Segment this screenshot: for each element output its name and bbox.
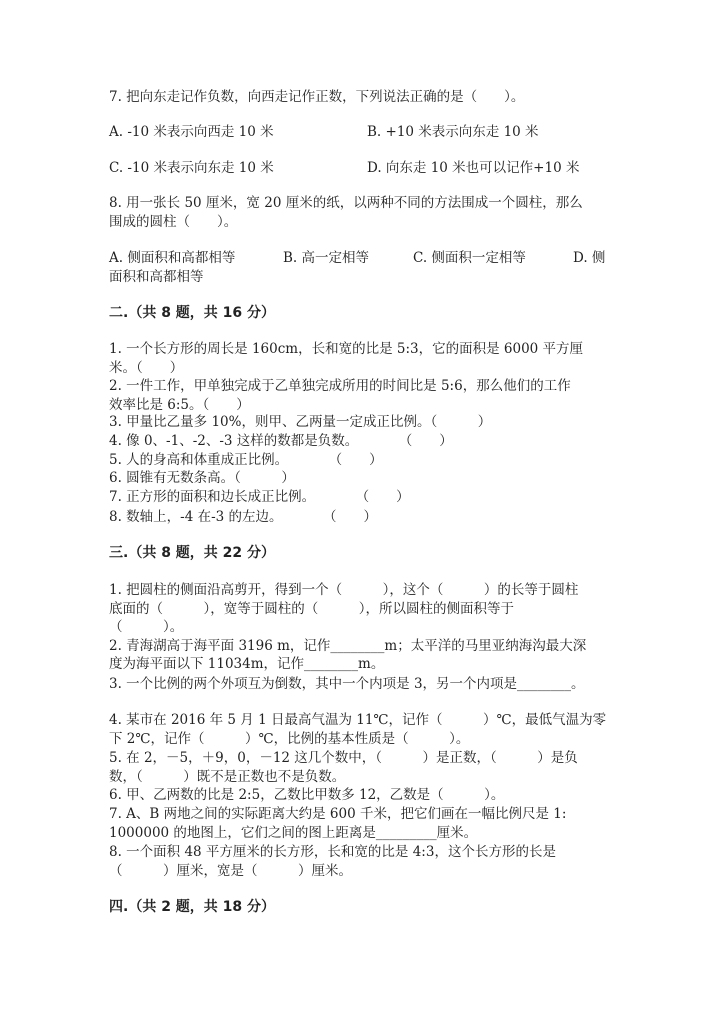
question-8-stem: 8. 用一张长 50 厘米，宽 20 厘米的纸，以两种不同的方法围成一个圆柱，那么 bbox=[109, 195, 583, 211]
s3-line: 度为海平面以下 11034m，记作________m。 bbox=[109, 656, 385, 672]
q7-option-a: A. -10 米表示向西走 10 米 bbox=[109, 124, 274, 140]
question-7-stem: 7. 把向东走记作负数，向西走记作正数，下列说法正确的是（ ）。 bbox=[109, 89, 525, 105]
q7-option-d: D. 向东走 10 米也可以记作+10 米 bbox=[367, 160, 580, 176]
s3-line: 底面的（ ），宽等于圆柱的（ ），所以圆柱的侧面积等于 bbox=[109, 601, 514, 617]
q8-option-a: A. 侧面积和高都相等 bbox=[109, 250, 236, 266]
q7-option-c: C. -10 米表示向东走 10 米 bbox=[109, 160, 274, 176]
s3-line: 数，（ ）既不是正数也不是负数。 bbox=[109, 769, 346, 785]
q8-option-d: D. 侧 bbox=[573, 250, 606, 266]
s3-line: 2. 青海湖高于海平面 3196 m，记作________m；太平洋的马里亚纳海沟最大深 bbox=[109, 638, 587, 654]
section-2-heading: 二.（共 8 题，共 16 分） bbox=[109, 305, 276, 321]
s3-line: 下 2℃，记作（ ）℃，比例的基本性质是（ ）。 bbox=[109, 731, 470, 747]
s2-line: 5. 人的身高和体重成正比例。 （ ） bbox=[109, 452, 383, 468]
s3-line: 8. 一个面积 48 平方厘米的长方形，长和宽的比是 4:3，这个长方形的长是 bbox=[109, 844, 556, 860]
s2-line: 4. 像 0、-1、-2、-3 这样的数都是负数。 （ ） bbox=[109, 433, 453, 449]
s3-line: （ ）厘米，宽是（ ）厘米。 bbox=[109, 863, 352, 879]
s2-line: 3. 甲量比乙量多 10%，则甲、乙两量一定成正比例。（ ） bbox=[109, 414, 492, 430]
s3-line: 1000000 的地图上，它们之间的图上距离是_________厘米。 bbox=[109, 825, 478, 841]
s2-line: 8. 数轴上，-4 在-3 的左边。 （ ） bbox=[109, 509, 378, 525]
s2-line: 6. 圆锥有无数条高。（ ） bbox=[109, 470, 295, 486]
section-3-heading: 三.（共 8 题，共 22 分） bbox=[109, 545, 276, 561]
section-4-heading: 四.（共 2 题，共 18 分） bbox=[109, 899, 276, 915]
s3-line: 6. 甲、乙两数的比是 2:5，乙数比甲数多 12，乙数是（ ）。 bbox=[109, 787, 505, 803]
q8-option-c: C. 侧面积一定相等 bbox=[413, 250, 526, 266]
s3-line: 7. A、B 两地之间的实际距离大约是 600 千米，把它们画在一幅比例尺是 1: bbox=[109, 806, 567, 822]
s2-line: 效率比是 6:5。（ ） bbox=[109, 397, 250, 413]
q8-option-d-cont: 面积和高都相等 bbox=[109, 269, 204, 285]
s2-line: 2. 一件工作，甲单独完成于乙单独完成所用的时间比是 5:6，那么他们的工作 bbox=[109, 378, 571, 394]
s2-line: 7. 正方形的面积和边长成正比例。 （ ） bbox=[109, 489, 410, 505]
s3-line: 1. 把圆柱的侧面沿高剪开，得到一个（ ），这个（ ）的长等于圆柱 bbox=[109, 582, 579, 598]
s3-line: （ ）。 bbox=[109, 619, 184, 635]
question-8-stem: 围成的圆柱（ ）。 bbox=[109, 214, 238, 230]
q7-option-b: B. +10 米表示向东走 10 米 bbox=[367, 124, 539, 140]
s3-line: 3. 一个比例的两个外项互为倒数，其中一个内项是 3，另一个内项是________。 bbox=[109, 676, 585, 692]
s2-line: 米。（ ） bbox=[109, 360, 184, 376]
s3-line: 4. 某市在 2016 年 5 月 1 日最高气温为 11℃，记作（ ）℃，最低气温为零 bbox=[109, 712, 607, 728]
s2-line: 1. 一个长方形的周长是 160cm，长和宽的比是 5:3，它的面积是 6000 平方厘 bbox=[109, 341, 584, 357]
s3-line: 5. 在 2，－5，＋9，0，－12 这几个数中，（ ）是正数，（ ）是负 bbox=[109, 750, 578, 766]
q8-option-b: B. 高一定相等 bbox=[283, 250, 370, 266]
